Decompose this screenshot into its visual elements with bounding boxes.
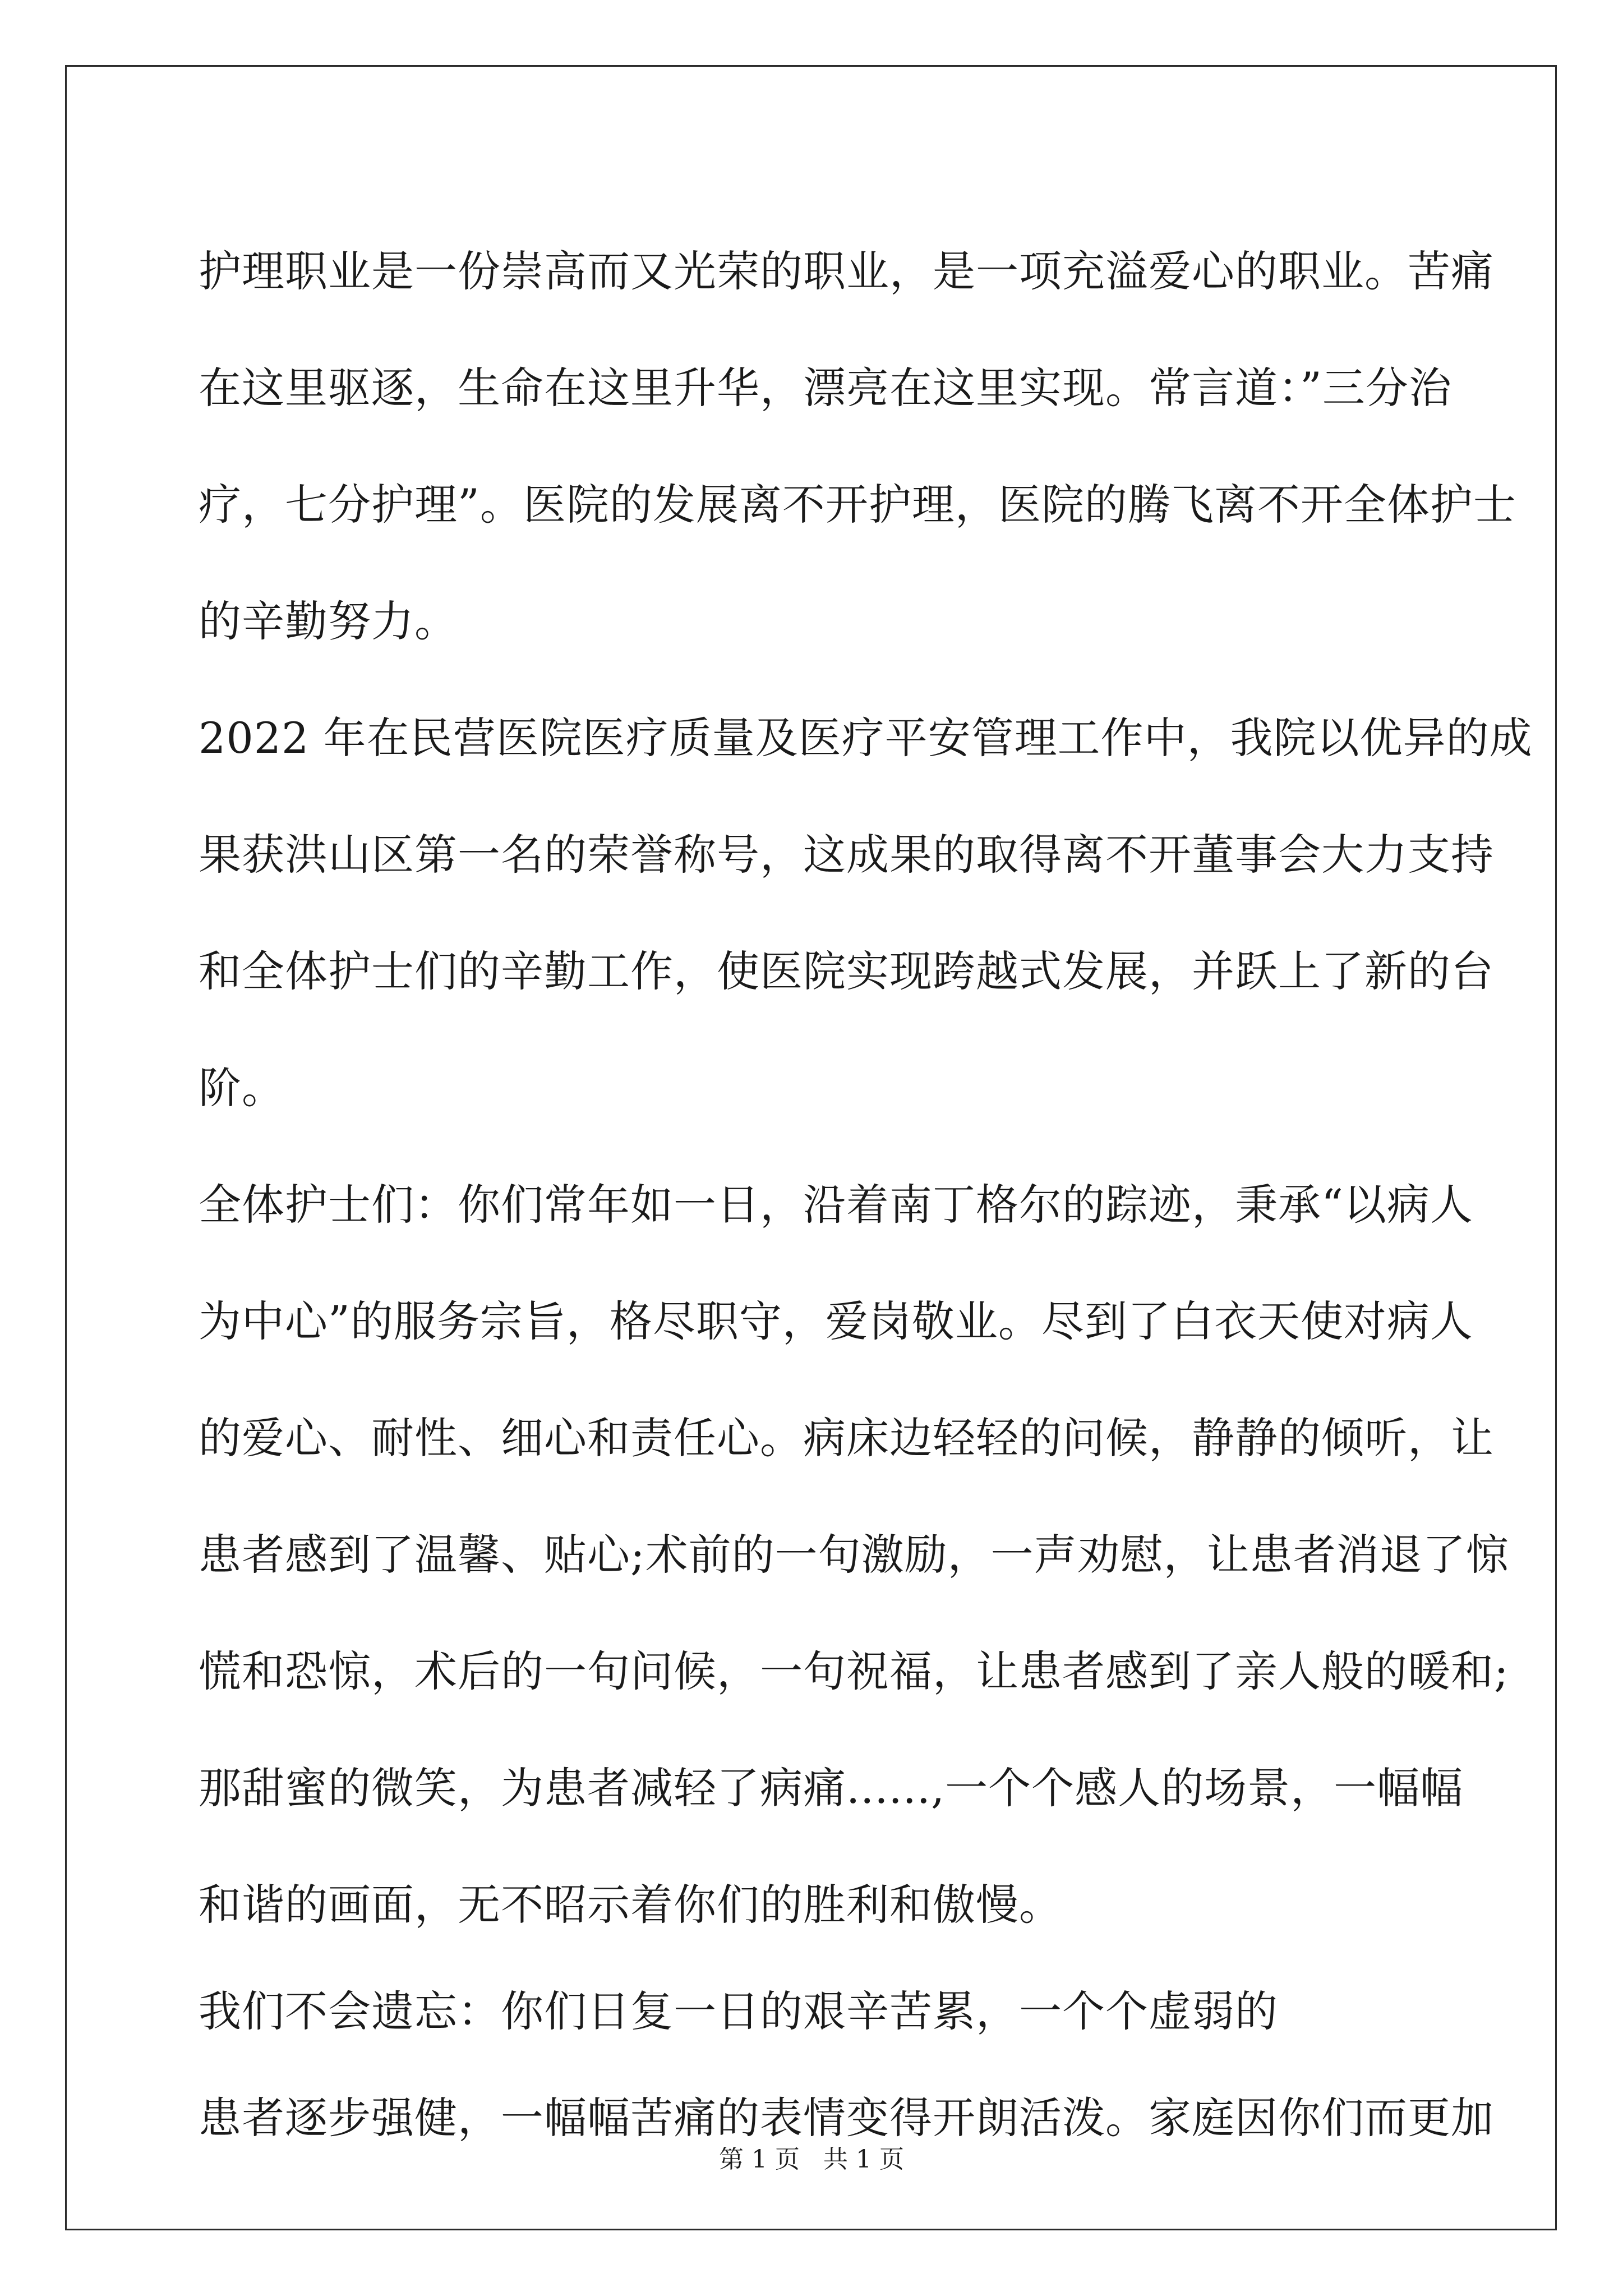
text-line: 全体护士们：你们常年如一日，沿着南丁格尔的踪迹，秉承“以病人 xyxy=(199,1180,1473,1230)
text-line: 慌和恐惊，术后的一句问候，一句祝福，让患者感到了亲人般的暖和; xyxy=(199,1646,1509,1696)
text-line: 患者感到了温馨、贴心;术前的一句激励，一声劝慰，让患者消退了惊 xyxy=(199,1530,1509,1580)
text-line: 的辛勤努力。 xyxy=(199,596,458,646)
text-line: 疗，七分护理”。医院的发展离不开护理，医院的腾飞离不开全体护士 xyxy=(199,480,1516,530)
text-line: 患者逐步强健，一幅幅苦痛的表情变得开朗活泼。家庭因你们而更加 xyxy=(199,2093,1494,2143)
text-line: 护理职业是一份崇高而又光荣的职业，是一项充溢爱心的职业。苦痛 xyxy=(199,246,1494,296)
text-line: 在这里驱逐，生命在这里升华，漂亮在这里实现。常言道：”三分治 xyxy=(199,363,1452,413)
text-line: 和全体护士们的辛勤工作，使医院实现跨越式发展，并跃上了新的台 xyxy=(199,946,1494,996)
page-footer: 第 1 页 共 1 页 xyxy=(719,2145,904,2174)
text-line: 为中心”的服务宗旨，格尽职守，爱岗敬业。尽到了白衣天使对病人 xyxy=(199,1296,1473,1346)
text-line: 的爱心、耐性、细心和责任心。病床边轻轻的问候，静静的倾听，让 xyxy=(199,1413,1494,1463)
text-line: 阶。 xyxy=(199,1063,285,1113)
text-line: 果获洪山区第一名的荣誉称号，这成果的取得离不开董事会大力支持 xyxy=(199,830,1494,880)
document-body xyxy=(199,213,1533,2177)
text-line: 我们不会遗忘：你们日复一日的艰辛苦累，一个个虚弱的 xyxy=(199,1986,1278,2036)
text-line: 2022 年在民营医院医疗质量及医疗平安管理工作中，我院以优异的成 xyxy=(199,713,1533,763)
text-line: 和谐的画面，无不昭示着你们的胜利和傲慢。 xyxy=(199,1880,1062,1930)
text-line: 那甜蜜的微笑，为患者减轻了病痛......,一个个感人的场景，一幅幅 xyxy=(199,1763,1464,1813)
